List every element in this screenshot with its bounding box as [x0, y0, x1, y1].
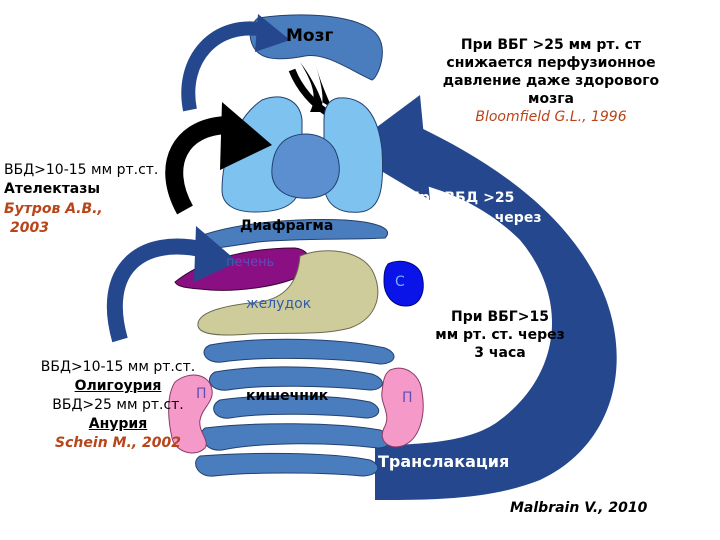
left-upper-citation1: Бутров А.В.,	[4, 201, 103, 217]
arrow-band-line2: мм рт. ст. через	[412, 210, 542, 226]
left-upper-line2: Ателектазы	[4, 181, 101, 197]
intestine-label: кишечник	[246, 388, 329, 404]
right-middle-line: При ВБГ>15	[451, 309, 549, 325]
left-lower-line1: ВБД>10-15 мм рт.ст.	[40, 359, 196, 375]
arrow-band-line1: При ВБД >25	[408, 190, 515, 206]
right-middle-note	[420, 308, 580, 362]
arrow-band-line3: 1 час	[470, 230, 512, 246]
top-right-note-line: снижается перфузионное	[446, 55, 656, 71]
top-right-citation: Bloomfield G.L., 1996	[475, 109, 627, 125]
left-lower-line4: Анурия	[88, 416, 148, 432]
footer-citation: Malbrain V., 2010	[510, 500, 648, 516]
top-right-note-line: При ВБГ >25 мм рт. ст	[460, 37, 642, 53]
diaphragm-label: Диафрагма	[240, 218, 334, 234]
stomach-label: желудок	[246, 296, 312, 312]
spleen-label: С	[395, 274, 405, 290]
brain-label: Мозг	[286, 26, 334, 46]
kidney-left-label: П	[196, 386, 207, 402]
left-lower-line3: ВБД>25 мм рт.ст.	[52, 397, 184, 413]
right-middle-line: 3 часа	[474, 345, 526, 361]
liver-label: печень	[226, 255, 275, 270]
left-lower-note	[30, 358, 206, 453]
left-lower-citation: Schein M., 2002	[55, 435, 181, 451]
top-right-note-line: мозга	[528, 91, 574, 107]
left-upper-citation2: 2003	[10, 220, 49, 236]
top-right-note-line: давление даже здорового	[442, 73, 660, 89]
kidney-right-label: П	[402, 390, 413, 406]
intestine-coils	[196, 339, 394, 476]
heart-organ	[272, 134, 340, 198]
left-upper-line1: ВБД>10-15 мм рт.ст.	[4, 162, 159, 178]
top-right-note	[418, 36, 684, 126]
right-middle-line: мм рт. ст. через	[435, 327, 565, 343]
translocation-label: Транслакация	[378, 452, 510, 471]
kidney-right-organ	[382, 368, 423, 447]
arrow-to-abdomen	[115, 247, 205, 340]
left-lower-line2: Олигоурия	[74, 378, 162, 394]
